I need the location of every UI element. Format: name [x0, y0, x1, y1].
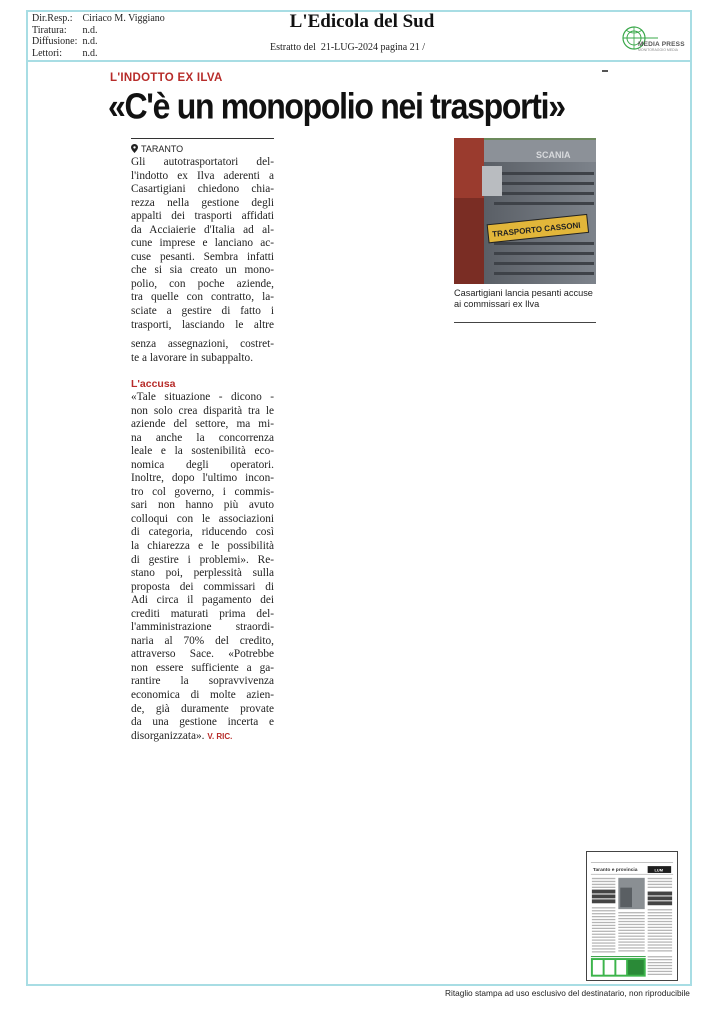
extract-date: 21-LUG-2024	[320, 42, 379, 53]
meta-dir-resp: Dir.Resp.: Ciriaco M. Viggiano	[32, 13, 165, 24]
article-kicker: L'INDOTTO EX ILVA	[110, 72, 223, 84]
thumbnail-section: Taranto e provincia	[592, 868, 638, 873]
logo-subtext: MONITORAGGIO MEDIA	[638, 48, 678, 52]
location-pin-icon	[131, 144, 138, 153]
body-line: naria al 70% del credito,	[131, 634, 274, 647]
body-line: nomica degli operatori.	[131, 458, 274, 471]
body-line: rezza nella gestione degli	[131, 196, 274, 209]
body-line: Casartigiani chiedono chia-	[131, 183, 274, 196]
column-top-rule	[131, 138, 274, 139]
body-line: sciate a gestire di fatto i	[131, 305, 274, 318]
article-headline: «C'è un monopolio nei trasporti»	[108, 86, 565, 127]
extract-info: Estratto del 21-LUG-2024 pagina 21 /	[270, 42, 425, 53]
body-line: senza assegnazioni, costret-	[131, 338, 274, 350]
body-line: non solo crea disparità tra le	[131, 404, 274, 417]
body-line: da una gestione incerta e	[131, 716, 274, 729]
body-line: stano poi, perplessità sulla	[131, 567, 274, 580]
body-line: cune imprese e lanciano ac-	[131, 237, 274, 250]
body-line: Inoltre, dopo l'ultimo incon-	[131, 472, 274, 485]
page-thumbnail	[586, 851, 678, 981]
body-line: di categoria, riducendo così	[131, 526, 274, 539]
body-line: di gestire i problemi». Re-	[131, 553, 274, 566]
truck-sign-text: TRASPORTO CASSONI	[491, 220, 581, 239]
publication-title: L'Edicola del Sud	[289, 11, 435, 32]
body-line: che si sia creato un mono-	[131, 264, 274, 277]
body-line: non essere sufficiente a ga-	[131, 661, 274, 674]
extract-page: pagina 21 /	[380, 42, 425, 53]
body-line: polio, con poche aziende,	[131, 277, 274, 290]
body-line: sari non hanno più avuto	[131, 499, 274, 512]
footer-disclaimer: Ritaglio stampa ad uso esclusivo del destinatario, non riproducibile	[445, 988, 690, 998]
article-subhead: L'accusa	[131, 378, 176, 390]
body-line: na anche la concorrenza	[131, 431, 274, 444]
body-line: tra quelle con contratto, la-	[131, 291, 274, 304]
body-line: da Acciaierie d'Italia ad al-	[131, 223, 274, 236]
body-line: l'indotto ex Ilva aderenti a	[131, 169, 274, 182]
article-body-part-1	[131, 156, 274, 332]
meta-tiratura: Tiratura: n.d.	[32, 24, 98, 36]
caption-rule	[454, 322, 596, 323]
body-line: proposta dei commissari di	[131, 580, 274, 593]
truck-photo	[454, 138, 596, 284]
body-line-final: disorganizzata». V. RIC.	[131, 729, 233, 742]
corner-mark	[602, 70, 608, 72]
body-line: te a lavorare in subappalto.	[131, 351, 254, 364]
author-signature: V. RIC.	[207, 731, 233, 741]
body-line: la chiarezza e le possibilità	[131, 540, 274, 553]
body-line: colloqui con le associazioni	[131, 512, 274, 525]
body-line: economica di molte azien-	[131, 689, 274, 702]
header-divider	[26, 60, 692, 62]
logo-text: MEDIA PRESS	[638, 41, 685, 48]
body-line: de, già duramente provate	[131, 702, 274, 715]
article-body-part-2	[131, 338, 274, 365]
body-line: cuse pesanti. Sembra infatti	[131, 250, 274, 263]
body-line: Gli autotrasportatori del-	[131, 156, 274, 168]
meta-lettori: Lettori: n.d.	[32, 47, 98, 59]
body-line: aziende del settore, ma mi-	[131, 418, 274, 431]
body-line: crediti maturati prima del-	[131, 607, 274, 620]
body-line: l'amministrazione straordi-	[131, 621, 274, 634]
thumbnail-brand: LUM	[654, 867, 663, 873]
dateline: TARANTO	[131, 144, 183, 154]
photo-caption: Casartigiani lancia pesanti accuse ai commissari ex Ilva	[454, 288, 593, 309]
body-line: tro col governo, i commis-	[131, 485, 274, 498]
body-line: leale e la sostenibilità eco-	[131, 445, 274, 458]
body-line: rantire la sopravvivenza	[131, 675, 274, 688]
article-body-part-3	[131, 391, 274, 743]
body-line: «Tale situazione - dicono -	[131, 391, 274, 403]
body-line: Adi circa il pagamento dei	[131, 594, 274, 607]
meta-diffusione: Diffusione: n.d.	[32, 36, 98, 47]
body-line: trasporti, lasciando le altre	[131, 318, 274, 331]
body-line: appalti dei trasporti affidati	[131, 210, 274, 223]
body-line: attraverso Sace. «Potrebbe	[131, 648, 274, 661]
truck-brand: SCANIA	[536, 150, 571, 160]
